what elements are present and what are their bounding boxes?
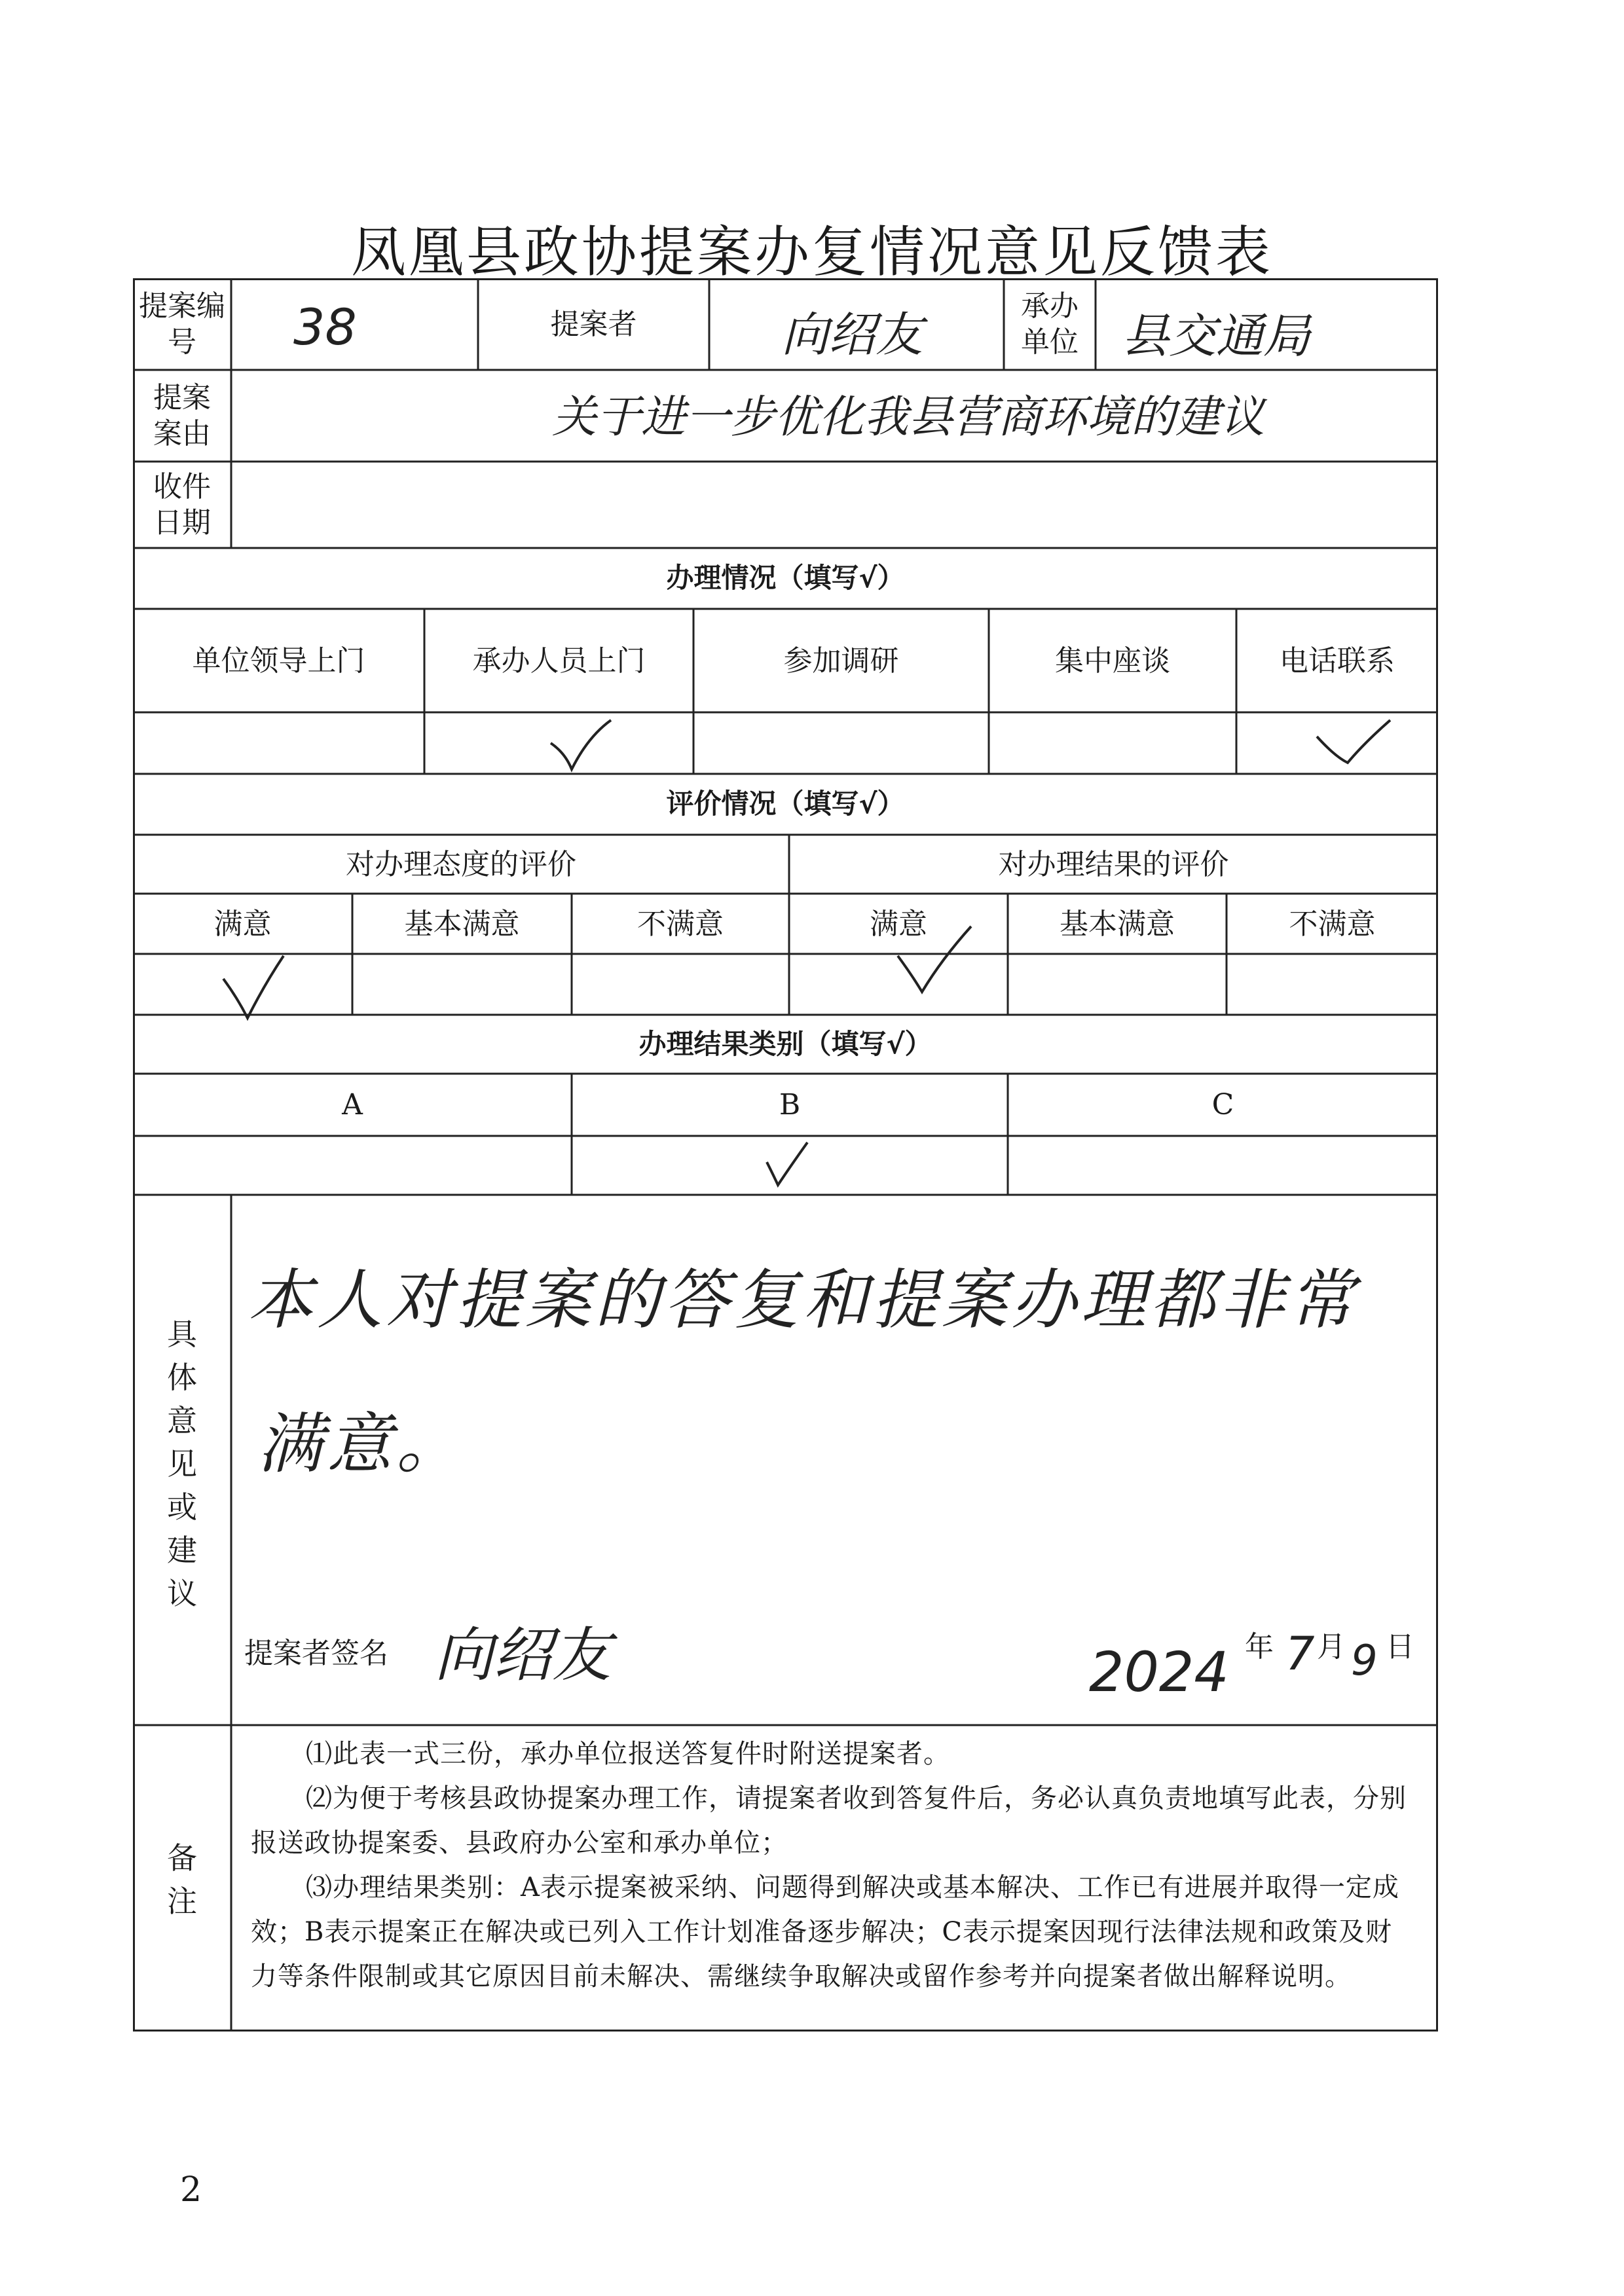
received-date-value [231, 462, 1438, 548]
date-month-value: 7 [1285, 1627, 1315, 1681]
evaluation-section-title: 评价情况（填写√） [666, 788, 905, 820]
proposer-label: 提案者 [550, 307, 637, 341]
result-category-section-title: 办理结果类别（填写√） [638, 1027, 932, 1060]
handling-option-research: 参加调研 [783, 644, 899, 678]
handling-unit-value: 县交通局 [1122, 308, 1311, 363]
result-satisfied: 满意 [870, 907, 927, 941]
opinion-text-line1: 本人对提案的答复和提案办理都非常 [248, 1262, 1358, 1338]
subject-label: 提案案由 [153, 381, 211, 450]
check-mark-icon [893, 923, 978, 1002]
date-day-label: 日 [1386, 1630, 1414, 1664]
remark-note-1: ⑴此表一式三份，承办单位报送答复件时附送提案者。 [306, 1739, 950, 1769]
attitude-satisfied: 满意 [213, 907, 272, 941]
handling-unit-label: 承办单位 [1021, 289, 1079, 359]
check-mark-icon [218, 953, 290, 1025]
attitude-basically-satisfied: 基本满意 [404, 907, 520, 941]
result-category-b: B [779, 1088, 801, 1121]
page-number: 2 [180, 2170, 202, 2210]
handling-section-title: 办理情况（填写√） [666, 562, 905, 594]
date-year-label: 年 [1245, 1630, 1274, 1664]
remarks-notes [251, 1732, 1416, 1999]
date-month-label: 月 [1317, 1630, 1346, 1664]
proposal-no-value: 38 [293, 298, 357, 356]
opinion-label: 具 体 意 见 或 建 议 [167, 1317, 197, 1611]
result-category-a: A [342, 1088, 363, 1121]
check-mark-icon [1312, 714, 1397, 773]
remark-note-2: ⑵为便于考核县政协提案办理工作，请提案者收到答复件后，务必认真负责地填写此表，分别报送政协提案委、县政府办公室和承办单位； [251, 1783, 1407, 1858]
opinion-text-line2: 满意。 [257, 1406, 466, 1482]
remarks-label: 备 注 [167, 1840, 197, 1919]
attitude-unsatisfied: 不满意 [637, 907, 724, 941]
signature-label: 提案者签名 [244, 1636, 388, 1670]
handling-option-phone: 电话联系 [1280, 644, 1395, 678]
remark-note-3: ⑶办理结果类别：A表示提案被采纳、问题得到解决或基本解决、工作已有进展并取得一定成效；B表示提案正在解决或已列入工作计划准备逐步解决；C表示提案因现行法律法规和政策及财力等条件限制或其它原因目前未解决、需继续争取解决或留作参考并向提案者做出解释说明。 [251, 1872, 1399, 1992]
date-year-value: 2024 [1089, 1640, 1229, 1704]
subject-value: 关于进一步优化我县营商环境的建议 [552, 392, 1265, 443]
proposal-no-label: 提案编号 [139, 289, 225, 359]
feedback-form [133, 278, 1438, 2032]
date-day-value: 9 [1351, 1637, 1378, 1685]
signature-value: 向绍友 [434, 1621, 611, 1690]
result-unsatisfied: 不满意 [1289, 907, 1376, 941]
result-category-c: C [1211, 1088, 1234, 1121]
handling-option-meeting: 集中座谈 [1055, 644, 1170, 678]
handling-option-staff-visit: 承办人员上门 [472, 644, 646, 678]
handling-option-leader-visit: 单位领导上门 [192, 644, 365, 678]
check-mark-icon [545, 717, 618, 776]
result-eval-label: 对办理结果的评价 [998, 847, 1229, 881]
result-basically-satisfied: 基本满意 [1060, 907, 1175, 941]
form-title: 凤凰县政协提案办复情况意见反馈表 [350, 220, 1273, 284]
check-mark-icon [762, 1139, 814, 1192]
proposer-value: 向绍友 [781, 307, 923, 362]
attitude-eval-label: 对办理态度的评价 [346, 847, 576, 881]
received-date-label: 收件日期 [153, 470, 211, 539]
